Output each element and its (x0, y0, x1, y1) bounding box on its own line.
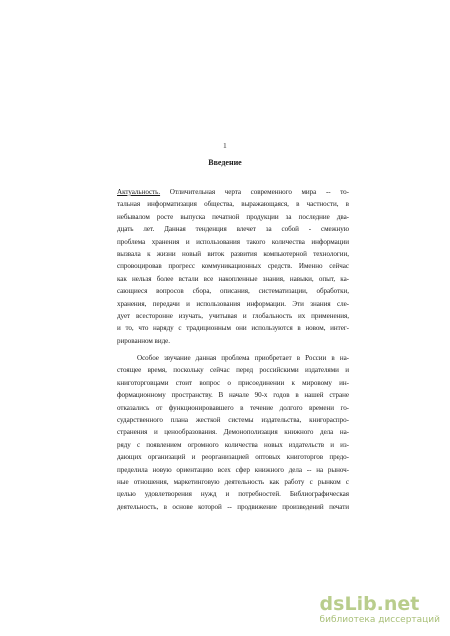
watermark-tagline: библиотека диссертаций (319, 615, 440, 625)
paragraph-line: ные отношения, маркетинговую деятельность как работу с рынком с (117, 477, 349, 486)
line-text: Отличительная черта современного мира -- то- (169, 188, 349, 196)
paragraph-line: странения и ценообразования. Демонополизация книжного дела на- (117, 428, 349, 437)
paragraph-line: дающих организаций и реорганизацией оптовых книготоргов предо- (117, 453, 349, 462)
paragraph-line: ряду с появлением огромного количества новых издательств и из- (117, 440, 349, 449)
paragraph-line: как нельзя более встали все накопленные знания, навыки, опыт, ка- (117, 274, 349, 283)
paragraph-line: целью удовлетворения нужд и потребностей. Библиографическая (117, 490, 349, 499)
paragraph-line: небывалом росте выпуска печатной продукции за последние два- (117, 212, 349, 221)
paragraph-line: формационному пространству. В начале 90-х годов в нашей стране (117, 391, 349, 400)
paragraph-line: проблема хранения и использования такого количества информации (117, 237, 349, 246)
paragraph-line: пределила новую ориентацию всех сфер книжного дела -- на рыноч- (117, 465, 349, 474)
paragraph-line (117, 186, 349, 198)
paragraph-line: сударственного плана жесткой системы издательства, книгораспро- (117, 416, 349, 425)
paragraph-line: Особое звучание данная проблема приобретает в России в на- (137, 354, 349, 363)
paragraph-line: деятельность, в основе которой -- продвижение произведений печати (117, 502, 349, 511)
paragraph-line: отказались от функционировавшего в течение долгого времени го- (117, 403, 349, 412)
watermark-logo[interactable]: dsLib.net (319, 593, 420, 615)
paragraph-line: дцать лет. Данная тенденция влечет за собой - смежную (117, 225, 349, 234)
paragraph-line: и то, что наряду с традиционным они используются в новом, интег- (117, 324, 349, 333)
paragraph-line: тальная информатизация общества, выражающаяся, в частности, в (117, 200, 349, 209)
page-number: 1 (223, 141, 227, 150)
paragraph-line: дует всесторонне изучать, учитывая и глобальность их применения, (117, 311, 349, 320)
body-text (117, 186, 349, 513)
watermark[interactable] (320, 593, 440, 626)
lead-heading: Актуальность. (117, 188, 161, 196)
page-title: Введение (208, 158, 242, 167)
paragraph-line: спровоцировав прогресс коммуникационных средств. Именно сейчас (117, 262, 349, 271)
paragraph-line: рированном виде. (117, 336, 170, 345)
paragraph-line: книготорговцами стоит вопрос о присоединении к мировому ин- (117, 378, 349, 387)
paragraph-line: хранения, передачи и использования информации. Эти знания сле- (117, 299, 349, 308)
paragraph-line: сающиеся вопросов сбора, описания, систематизации, обработки, (117, 287, 349, 296)
paragraph-line: вызвала к жизни новый виток развития компьютерной технологии, (117, 249, 349, 258)
paragraph-line: стоящее время, поскольку сейчас перед российскими издателями и (117, 366, 349, 375)
